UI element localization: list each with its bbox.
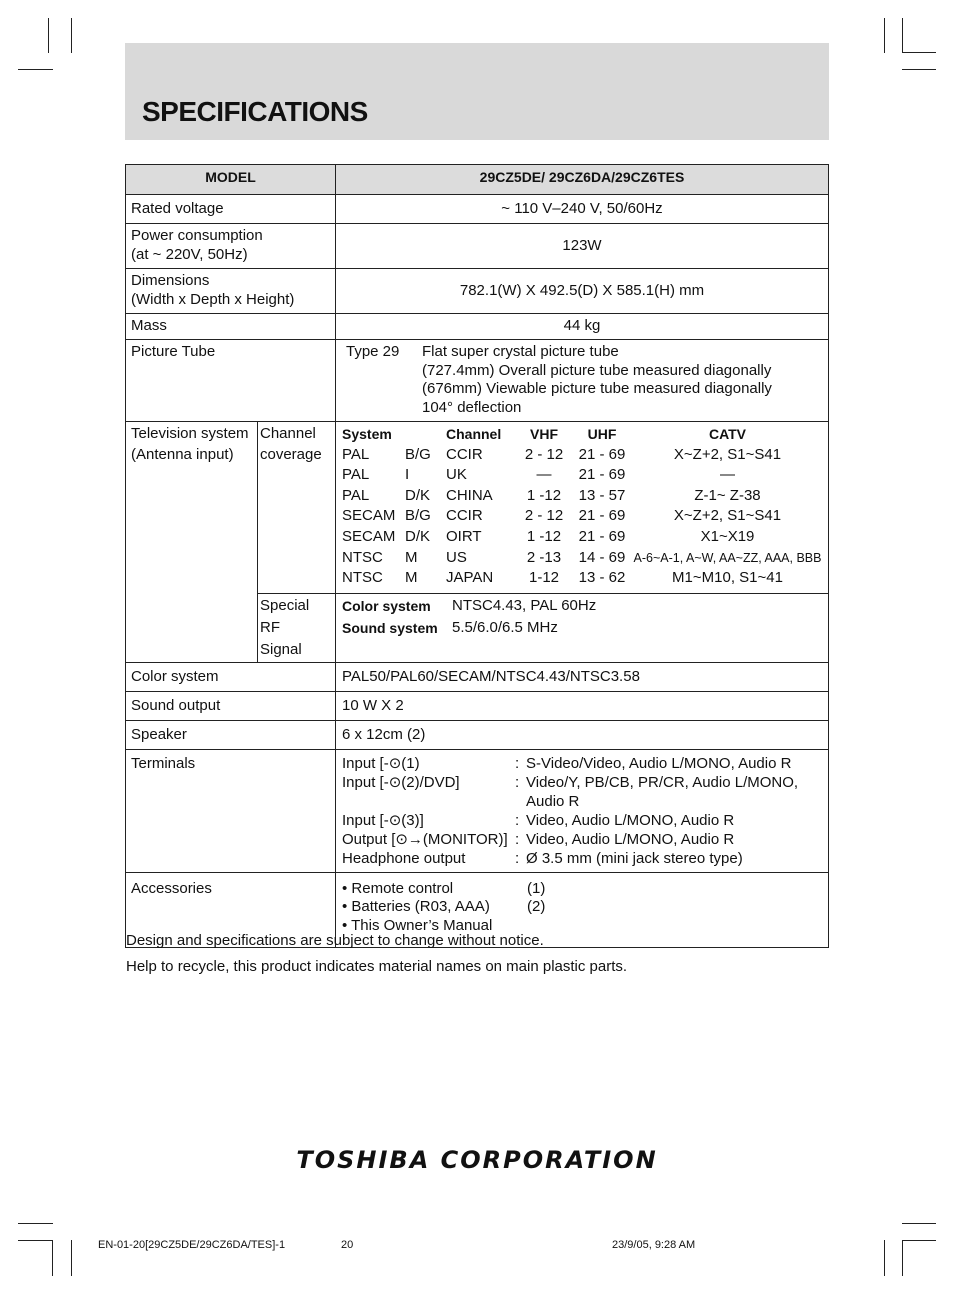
channel-cell: 2 - 12: [524, 445, 564, 463]
row-value: 123W: [336, 224, 829, 269]
crop-mark: [71, 1240, 72, 1276]
spec-table: [125, 164, 829, 948]
channel-grid: [342, 424, 823, 589]
accessory-name: • Batteries (R03, AAA): [342, 898, 490, 916]
channel-cell: 21 - 69: [578, 466, 626, 484]
header-band: [125, 43, 829, 140]
footer-page: 20: [341, 1239, 354, 1251]
terminal-colon: :: [515, 849, 520, 867]
terminal-value: Video/Y, PB/CB, PR/CR, Audio L/MONO, Audio R: [526, 773, 799, 810]
channel-cell: 1 -12: [526, 527, 562, 545]
footer-date: 23/9/05, 9:28 AM: [612, 1239, 696, 1251]
channel-cell: B/G: [405, 507, 431, 525]
crop-mark: [884, 1240, 885, 1276]
channel-cell: I: [405, 466, 410, 484]
channel-cell: 21 - 69: [578, 507, 626, 525]
rf-label: Color system: [342, 597, 431, 614]
tube-type: Type 29: [346, 343, 400, 360]
row-value: [336, 340, 829, 422]
table-row: [126, 691, 829, 720]
label-line: (Antenna input): [131, 445, 234, 463]
rf-value: 5.5/6.0/6.5 MHz: [452, 618, 558, 636]
table-row: [126, 749, 829, 872]
channel-cell: M: [405, 569, 418, 587]
channel-cell: UK: [446, 466, 467, 484]
table-row: [126, 269, 829, 314]
channel-cell: PAL: [342, 445, 370, 463]
row-value: PAL50/PAL60/SECAM/NTSC4.43/NTSC3.58: [336, 662, 829, 691]
terminal-name: Input [-⊙(1): [342, 754, 420, 772]
channel-cell: PAL: [342, 466, 370, 484]
label-line: Television system: [131, 425, 249, 442]
channel-cell: 2 - 12: [524, 507, 564, 525]
row-label: Rated voltage: [126, 195, 336, 224]
page-title: SPECIFICATIONS: [142, 96, 368, 127]
terminal-colon: :: [515, 830, 520, 848]
tube-line: (676mm) Viewable picture tube measured diagonally: [422, 380, 772, 397]
channel-cell: SECAM: [342, 527, 396, 545]
table-row: [126, 720, 829, 749]
label-line: Special RF: [260, 596, 310, 636]
crop-mark: [902, 1240, 903, 1276]
row-label: Speaker: [126, 720, 336, 749]
channel-cell: PAL: [342, 486, 370, 504]
channel-cell: A-6~A-1, A~W, AA~ZZ, AAA, BBB: [633, 550, 822, 565]
accessory-qty: [527, 917, 823, 936]
table-row: [126, 224, 829, 269]
accessories-grid: [342, 880, 823, 936]
label-line: (at ~ 220V, 50Hz): [131, 245, 248, 263]
crop-mark: [18, 1240, 53, 1241]
channel-cell: NTSC: [342, 548, 383, 566]
channel-cell: 13 - 62: [578, 569, 626, 587]
row-sublabel: [258, 593, 336, 662]
table-header-row: [126, 165, 829, 195]
tube-description: [422, 343, 823, 417]
channel-cell: CHINA: [446, 486, 493, 504]
accessory-qty: (1): [527, 879, 546, 897]
row-value: 782.1(W) X 492.5(D) X 585.1(H) mm: [336, 269, 829, 314]
channel-cell: NTSC: [342, 569, 383, 587]
grid-header: UHF: [587, 426, 617, 442]
crop-mark: [902, 52, 936, 53]
crop-mark: [884, 18, 885, 53]
grid-header: [405, 424, 446, 445]
channel-cell: M1~M10, S1~41: [672, 569, 783, 587]
row-value: [336, 749, 829, 872]
row-value: ~ 110 V–240 V, 50/60Hz: [336, 195, 829, 224]
terminal-colon: :: [515, 811, 520, 829]
row-value: [336, 422, 829, 594]
accessory-name: • This Owner’s Manual: [342, 916, 493, 934]
channel-cell: B/G: [405, 445, 431, 463]
row-label: [126, 224, 336, 269]
note-text: Help to recycle, this product indicates material names on main plastic parts.: [126, 958, 628, 975]
channel-cell: Z-1~ Z-38: [694, 486, 761, 504]
picture-tube-grid: [346, 343, 823, 417]
label-line: (Width x Depth x Height): [131, 290, 295, 308]
terminal-name: Input [-⊙(3)]: [342, 811, 424, 829]
channel-cell: JAPAN: [446, 569, 494, 587]
channel-cell: 13 - 57: [578, 486, 626, 504]
row-value: 6 x 12cm (2): [336, 720, 829, 749]
tube-line: Flat super crystal picture tube: [422, 343, 619, 360]
channel-cell: CCIR: [446, 445, 483, 463]
crop-mark: [48, 18, 49, 53]
crop-mark: [902, 1240, 936, 1241]
table-row: [126, 340, 829, 422]
accessory-name: • Remote control: [342, 879, 454, 897]
terminal-value: Video, Audio L/MONO, Audio R: [526, 830, 735, 848]
channel-cell: SECAM: [342, 507, 396, 525]
crop-mark: [71, 18, 72, 53]
table-row: [126, 422, 829, 594]
model-label: MODEL: [126, 165, 336, 195]
model-value: 29CZ5DE/ 29CZ6DA/29CZ6TES: [336, 165, 829, 195]
terminal-name: Output [⊙→(MONITOR)]: [342, 830, 508, 848]
channel-cell: D/K: [405, 486, 431, 504]
channel-cell: 21 - 69: [578, 527, 626, 545]
channel-cell: M: [405, 548, 418, 566]
rf-label: Sound system: [342, 619, 438, 636]
terminal-colon: :: [515, 754, 520, 772]
rf-value: NTSC4.43, PAL 60Hz: [452, 596, 597, 614]
grid-header: VHF: [530, 426, 558, 442]
channel-cell: X~Z+2, S1~S41: [673, 507, 782, 525]
crop-mark: [902, 1223, 936, 1224]
channel-cell: CCIR: [446, 507, 483, 525]
crop-mark: [902, 69, 936, 70]
terminal-value: S-Video/Video, Audio L/MONO, Audio R: [526, 754, 792, 772]
tube-line: (727.4mm) Overall picture tube measured diagonally: [422, 361, 772, 379]
table-row: [126, 662, 829, 691]
row-label: Sound output: [126, 691, 336, 720]
terminal-value: Video, Audio L/MONO, Audio R: [526, 811, 735, 829]
row-label: [126, 269, 336, 314]
channel-cell: X1~X19: [700, 527, 755, 545]
tube-line: 104° deflection: [422, 398, 522, 416]
label-line: Signal: [260, 640, 302, 658]
channel-cell: OIRT: [446, 527, 482, 545]
channel-cell: D/K: [405, 527, 431, 545]
terminal-colon: :: [515, 773, 520, 791]
crop-mark: [902, 18, 903, 53]
channel-cell: X~Z+2, S1~S41: [673, 445, 782, 463]
row-label: [126, 422, 258, 663]
row-label: Terminals: [126, 749, 336, 872]
channel-cell: 1 -12: [526, 486, 562, 504]
row-value: [336, 593, 829, 662]
table-row: [126, 314, 829, 340]
row-sublabel: [258, 422, 336, 594]
label-line: Power consumption: [131, 227, 263, 244]
brand-logo: TOSHIBA CORPORATION: [296, 1146, 658, 1174]
label-line: Dimensions: [131, 272, 210, 289]
grid-header: Channel: [446, 426, 502, 442]
channel-cell: US: [446, 548, 467, 566]
channel-cell: 21 - 69: [578, 445, 626, 463]
terminal-value: Ø 3.5 mm (mini jack stereo type): [526, 849, 743, 867]
crop-mark: [18, 1223, 53, 1224]
channel-cell: 2 -13: [526, 548, 562, 566]
channel-cell: —: [536, 466, 552, 484]
label-line: Channel: [260, 425, 316, 442]
row-value: 10 W X 2: [336, 691, 829, 720]
channel-cell: 1-12: [528, 569, 560, 587]
row-label: Color system: [126, 662, 336, 691]
footer-file: EN-01-20[29CZ5DE/29CZ6DA/TES]-1: [98, 1239, 286, 1251]
crop-mark: [52, 1240, 53, 1276]
terminal-name: Headphone output: [342, 849, 466, 867]
row-label: Accessories: [126, 872, 336, 947]
row-value: 44 kg: [336, 314, 829, 340]
accessory-qty: (2): [527, 898, 546, 916]
label-line: coverage: [260, 445, 322, 463]
rf-grid: [342, 595, 823, 639]
table-row: [126, 195, 829, 224]
grid-header: System: [342, 426, 392, 442]
row-label: Picture Tube: [126, 340, 336, 422]
note-text: Design and specifications are subject to change without notice.: [126, 932, 544, 949]
terminals-grid: [342, 754, 823, 868]
crop-mark: [18, 69, 53, 70]
grid-header: CATV: [708, 426, 747, 442]
row-label: Mass: [126, 314, 336, 340]
terminal-name: Input [-⊙(2)/DVD]: [342, 773, 460, 791]
channel-cell: —: [720, 466, 735, 484]
channel-cell: 14 - 69: [578, 548, 626, 566]
